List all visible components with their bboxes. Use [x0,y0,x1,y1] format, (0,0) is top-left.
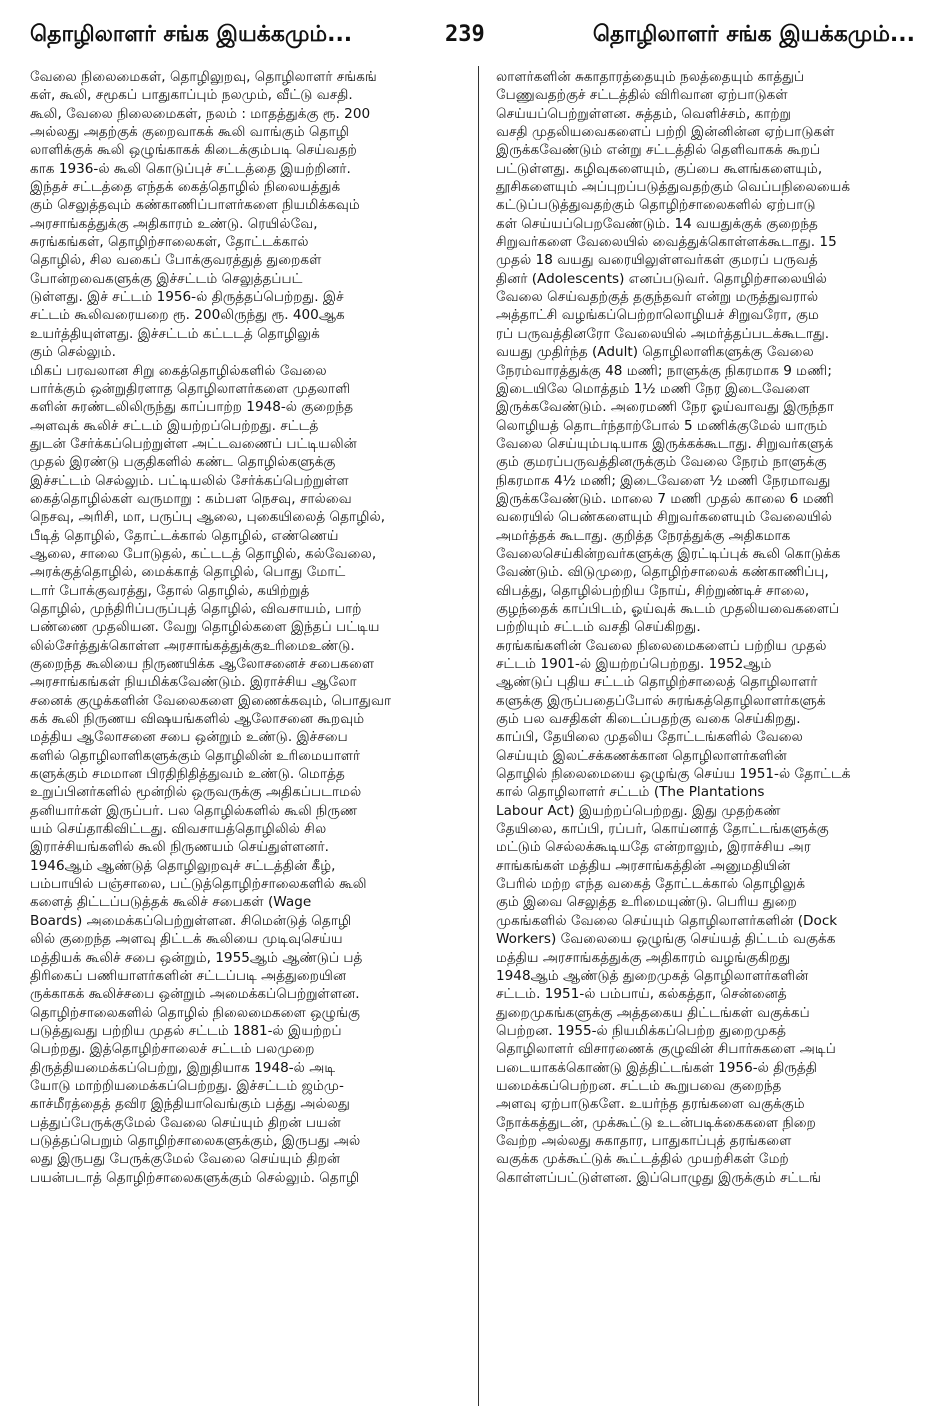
right-column [496,68,918,1187]
text-line: மத்திய அரசாங்கத்துக்கு அதிகாரம் வழங்குகிறது [496,949,791,966]
text-line: கைத்தொழில்கள் வருமாறு : கம்பள நெசவு, சால்வை [30,490,352,507]
text-line: உயர்த்தியுள்ளது. இச்சட்டம் கட்டடத் தொழிலுக் [30,325,320,342]
text-line: சட்டம். 1951-ல் பம்பாய், கல்கத்தா, சென்னைத் [496,986,787,1003]
text-line: டார் போக்குவரத்து, தோல் தொழில், கயிற்றுத் [30,582,310,599]
text-line: ரப் பருவத்தினரோ வேலையில் அமர்த்தப்படக்கூடாது. [496,325,830,342]
text-line: லாளிக்குக் கூலி ஒழுங்காகக் கிடைக்கும்படி செய்வதற் [30,142,357,159]
text-line: தொழில், சில வகைப் போக்குவரத்துத் துறைகள் [30,252,322,269]
text-line: அரக்குத்தொழில், மைக்காத் தொழில், பொது மோட் [30,564,346,581]
text-line: வேண்டும். விடுமுறை, தொழிற்சாலைக் கண்காணிப்பு, [496,564,829,581]
text-line: முதல் இரண்டு பகுதிகளில் கண்ட தொழில்களுக்கு [30,454,336,471]
text-line: சட்டம் 1901-ல் இயற்றப்பெற்றது. 1952ஆம் [496,656,772,672]
text-line: அளவு ஏற்பாடுகளே. உயர்ந்த தரங்களை வகுக்கும் [496,1096,805,1113]
text-line: வேலை செய்யும்படியாக இருக்கக்கூடாது. சிறுவர்களுக் [496,435,834,452]
text-line: சுரங்கங்கள், தொழிற்சாலைகள், தோட்டக்கால் [30,234,309,251]
text-line: பெற்றது. இத்தொழிற்சாலைச் சட்டம் பலமுறை [30,1041,315,1058]
text-line: சட்டம் கூலிவரையறை ரூ. 200லிருந்து ரூ. 400ஆக [30,307,345,324]
text-line: மட்டும் செல்லக்கூடியதே என்றாலும், இராச்சிய அர [496,839,811,856]
text-line: காச்மீரத்தைத் தவிர இந்தியாவெங்கும் பத்து அல்லது [30,1096,350,1113]
text-line: களுக்கு இருப்பதைப்போல் சுரங்கத்தொழிலாளர்களுக் [496,692,826,709]
text-line: டுள்ளது. இச் சட்டம் 1956-ல் திருத்தப்பெற்றது. இச் [30,289,344,306]
text-line: சாங்கங்கள் மத்திய அரசாங்கத்தின் அனுமதியின் [496,857,791,874]
text-line: உறுப்பினர்களில் மூன்றில் ஒருவருக்கு அதிகப்படாமல் [30,784,362,801]
text-line: அத்தாட்சி வழங்கப்பெற்றாலொழியச் சிறுவரோ, கும [496,307,819,324]
text-line: லது இருபது பேருக்குமேல் வேலை செய்யும் திறன் [30,1151,341,1168]
text-line: மத்திய ஆலோசனை சபை ஒன்றும் உண்டு. இச்சபை [30,729,348,746]
text-line: 1948ஆம் ஆண்டுத் துறைமுகத் தொழிலாளர்களின் [496,967,809,984]
page-header [30,22,915,60]
text-line: படுத்தப்பெறும் தொழிற்சாலைகளுக்கும், இருபது அல் [30,1132,361,1149]
text-line: சனைக் குழுக்களின் வேலைகளை இணைக்கவும், பொதுவா [30,692,392,709]
text-line: இந்தச் சட்டத்தை எந்தக் கைத்தொழில் நிலையத்துக் [30,179,341,196]
left-column [30,68,452,1187]
text-line: யோடு மாற்றியமைக்கப்பெற்றது. இச்சட்டம் ஜம்மு- [30,1077,344,1094]
text-line: பேரில் மற்ற எந்த வகைத் தோட்டக்கால் தொழிலுக் [496,876,806,893]
text-line: பேணுவதற்குச் சட்டத்தில் விரிவான ஏற்பாடுகள் [496,87,788,104]
text-line: இச்சட்டம் செல்லும். பட்டியலில் சேர்க்கப்பெற்றுள்ள [30,472,349,489]
text-line: வரையில் பெண்களையும் சிறுவர்களையும் வேலையில் [496,509,833,526]
text-line: வகுக்க முக்கூட்டுக் கூட்டத்தில் முயற்சிகள் மேற் [496,1151,789,1168]
text-line: வசதி முதலியவைகளைப் பற்றி இன்னின்ன ஏற்பாடுகள் [496,124,835,141]
text-line: படுத்துவது பற்றிய முதல் சட்டம் 1881-ல் இயற்றப் [30,1022,342,1039]
text-line: தேயிலை, காப்பி, ரப்பர், கொய்னாத் தோட்டங்களுக்கு [496,821,829,838]
text-line: கும் செல்லும். [30,344,116,361]
text-line: படையாகக்கொண்டு இத்திட்டங்கள் 1956-ல் திருத்தி [496,1059,817,1076]
running-title-right: தொழிலாளர் சங்க இயக்கமும்... [592,22,915,47]
text-line: 1946ஆம் ஆண்டுத் தொழிலுறவுச் சட்டத்தின் கீழ், [30,857,336,874]
text-line: லில்சேர்த்துக்கொள்ள அரசாங்கத்துக்குஉரிமைஉண்டு. [30,637,355,654]
text-line: தொழிலாளர் விசாரணைக் குழுவின் சிபார்சுகளை அடிப் [496,1041,836,1058]
text-line: அளவுக் கூலிச் சட்டம் இயற்றப்பெற்றது. சட்டத் [30,417,319,434]
text-line: காக 1936-ல் கூலி கொடுப்புச் சட்டத்தை இயற்றினர். [30,160,351,177]
text-line: நோக்கத்துடன், முக்கூட்டு உடன்படிக்கைகளை நிறை [496,1114,816,1131]
text-line: களின் சுரண்டலிலிருந்து காப்பாற்ற 1948-ல் குறைந்த [30,399,354,416]
text-line: கள், கூலி, சமூகப் பாதுகாப்பும் நலமும், வீட்டு வசதி. [30,87,353,104]
text-line: நெசவு, அரிசி, மா, பருப்பு ஆலை, புகையிலைத் தொழில், [30,509,386,526]
text-line: கும் செலுத்தவும் கண்காணிப்பாளர்களை நியமிக்கவும் [30,197,360,214]
text-line: தூசிகளையும் அப்புறப்படுத்துவதற்கும் வெப்பநிலையைக் [496,179,851,196]
text-line: திருத்தியமைக்கப்பெற்று, இறுதியாக 1948-ல் அடி [30,1059,336,1076]
text-line: நேரம்வாரத்துக்கு 48 மணி; நாளுக்கு நிகரமாக 9 மணி; [496,362,832,379]
text-line: அரசாங்கத்துக்கு அதிகாரம் உண்டு. ரெயில்வே, [30,215,318,232]
text-line: வேற்ற அல்லது சுகாதார, பாதுகாப்புத் தரங்களை [496,1132,792,1149]
text-line: இருக்கவேண்டும். மாலை 7 மணி முதல் காலை 6 மணி [496,490,834,507]
text-line: ஆண்டுப் புதிய சட்டம் தொழிற்சாலைத் தொழிலாளர் [496,674,818,691]
text-line: குழந்தைக் காப்பிடம், ஓய்வுக் கூடம் முதலியவைகளைப் [496,600,840,617]
text-line: பயன்படாத் தொழிற்சாலைகளுக்கும் செல்லும். தொழி [30,1169,360,1186]
text-line: செய்யப்பெற்றுள்ளன. சுத்தம், வெளிச்சம், காற்று [496,105,792,122]
text-line: முகங்களில் வேலை செய்யும் தொழிலாளர்களின் (Dock [496,912,838,929]
text-line: சிறுவர்களை வேலையில் வைத்துக்கொள்ளக்கூடாது. 15 [496,234,837,251]
text-line: இருக்கவேண்டும் என்று சட்டத்தில் தெளிவாகக் கூறப் [496,142,821,159]
text-line: லொழியத் தொடர்ந்தாற்போல் 5 மணிக்குமேல் யாரும் [496,417,828,434]
text-line: கும் இவை செலுத்த உரிமையுண்டு. பெரிய துறை [496,894,797,911]
running-title-left: தொழிலாளர் சங்க இயக்கமும்... [30,22,353,47]
text-line: களைத் திட்டப்படுத்தக் கூலிச் சபைகள் (Wage [30,894,312,911]
text-line: பற்றியும் சட்டம் வசதி செய்கிறது. [496,619,701,636]
text-line: லில் குறைந்த அளவு திட்டக் கூலியை முடிவுசெய்ய [30,931,343,948]
text-line: வயது முதிர்ந்த (Adult) தொழிலாளிகளுக்கு வேலை [496,344,814,361]
text-line: பண்ணை முதலியன. வேறு தொழில்களை இந்தப் பட்டிய [30,619,380,636]
text-line: பட்டுள்ளது. கழிவுகளையும், குப்பை கூளங்களையும், [496,160,823,177]
text-line: மிகப் பரவலான சிறு கைத்தொழில்களில் வேலை [30,362,327,379]
text-line: பெற்றன. 1955-ல் நியமிக்கப்பெற்ற துறைமுகத் [496,1022,787,1039]
text-line: வேலை செய்வதற்குத் தகுந்தவர் என்று மருத்துவரால் [496,289,819,306]
text-line: தொழிற்சாலைகளில் தொழில் நிலைமைகளை ஒழுங்கு [30,1004,360,1021]
text-line: செய்யும் இலட்சக்கணக்கான தொழிலாளர்களின் [496,747,787,764]
text-line: யமைக்கப்பெற்றன. சட்டம் கூறுபவை குறைந்த [496,1077,782,1094]
text-line: Workers) வேலையை ஒழுங்கு செய்யத் திட்டம் வகுக்க [496,931,836,948]
text-line: கூலி, வேலை நிலைமைகள், நலம் : மாதத்துக்கு ரூ. 200 [30,105,371,122]
text-line: தினர் (Adolescents) எனப்படுவர். தொழிற்சாலையில் [496,270,827,287]
text-line: கால் தொழிலாளர் சட்டம் (The Plantations [496,784,765,801]
text-line: சுரங்கங்களின் வேலை நிலைமைகளைப் பற்றிய முதல் [496,637,827,654]
text-line: களுக்கும் சமமான பிரதிநிதித்துவம் உண்டு. மொத்த [30,766,345,783]
text-line: ருக்காகக் கூலிச்சபை ஒன்றும் அமைக்கப்பெற்றுள்ளன. [30,986,360,1003]
text-line: கள் செய்யப்பெறவேண்டும். 14 வயதுக்குக் குறைந்த [496,215,818,232]
text-line: பத்துப்பேருக்குமேல் வேலை செய்யும் திறன் பயன் [30,1114,341,1131]
text-line: களில் தொழிலாளிகளுக்கும் தொழிலின் உரிமையாளர் [30,747,361,764]
text-line: யம் செய்தாகிவிட்டது. விவசாயத்தொழிலில் சில [30,821,327,838]
page-number: 239 [445,22,485,47]
text-line: கக் கூலி நிருணய விஷயங்களில் ஆலோசனை கூறவும் [30,711,365,728]
text-line: அல்லது அதற்குக் குறைவாகக் கூலி வாங்கும் தொழி [30,124,349,141]
text-line: திரிகைப் பணியாளர்களின் சட்டப்படி அத்துறையின [30,967,347,984]
text-line: பீடித் தொழில், தோட்டக்கால் தொழில், எண்ணெய் [30,527,339,544]
text-line: துடன் சேர்க்கப்பெற்றுள்ள அட்டவணைப் பட்டியலின் [30,435,357,452]
text-line: கொள்ளப்பட்டுள்ளன. இப்பொழுது இருக்கும் சட்டங் [496,1169,822,1186]
text-line: இராச்சியங்களில் கூலி நிருணயம் செய்துள்ளனர். [30,839,329,856]
text-line: விபத்து, தொழில்பற்றிய நோய், சிற்றுண்டிச் சாலை, [496,582,810,599]
text-line: கும் குமரப்பருவத்தினருக்கும் வேலை நேரம் நாளுக்கு [496,454,827,471]
text-line: ஆலை, சாலை போடுதல், கட்டடத் தொழில், கல்வேலை, [30,545,377,562]
text-line: கும் பல வசதிகள் கிடைப்பதற்கு வகை செய்கிறது. [496,711,801,728]
text-line: Boards) அமைக்கப்பெற்றுள்ளன. சிமென்டுத் தொழி [30,912,352,929]
text-line: Labour Act) இயற்றப்பெற்றது. இது முதற்கண் [496,802,781,819]
text-line: இடையிலே மொத்தம் 1½ மணி நேர இடைவேளை [496,380,810,397]
text-line: அரசாங்கங்கள் நியமிக்கவேண்டும். இராச்சிய ஆலோ [30,674,357,691]
text-line: காப்பி, தேயிலை முதலிய தோட்டங்களில் வேலை [496,729,803,746]
text-line: பார்க்கும் ஒன்றுதிரளாத தொழிலாளர்களை முதலாளி [30,380,351,397]
text-line: போன்றவைகளுக்கு இச்சட்டம் செலுத்தப்பட் [30,270,303,287]
column-divider [478,66,479,1406]
text-line: வேலைசெய்கின்றவர்களுக்கு இரட்டிப்புக் கூலி கொடுக்க [496,545,841,562]
text-line: இருக்கவேண்டும். அரைமணி நேர ஓய்வாவது இருந்தா [496,399,834,416]
text-line: துறைமுகங்களுக்கு அத்தகைய திட்டங்கள் வகுக்கப் [496,1004,810,1021]
text-line: பம்பாயில் பஞ்சாலை, பட்டுத்தொழிற்சாலைகளில் கூலி [30,876,367,893]
text-line: முதல் 18 வயது வரையிலுள்ளவர்கள் குமரப் பருவத் [496,252,818,269]
text-line: குறைந்த கூலியை நிருணயிக்க ஆலோசனைச் சபைகளை [30,656,375,672]
text-line: மத்தியக் கூலிச் சபை ஒன்றும், 1955ஆம் ஆண்டுப் பத் [30,949,363,966]
text-line: அமர்த்தக் கூடாது. குறித்த நேரத்துக்கு அதிகமாக [496,527,791,544]
text-line: நிகரமாக 4½ மணி; இடைவேளை ½ மணி நேரமாவது [496,472,831,489]
text-line: தனியார்கள் இருப்பர். பல தொழில்களில் கூலி நிருண [30,802,358,819]
text-line: தொழில், முந்திரிப்பருப்புத் தொழில், விவசாயம், பாற் [30,600,362,617]
text-line: வேலை நிலைமைகள், தொழிலுறவு, தொழிலாளர் சங்கங் [30,69,377,85]
text-line: லாளர்களின் சுகாதாரத்தையும் நலத்தையும் காத்துப் [496,69,805,85]
text-line: கட்டுப்படுத்துவதற்கும் தொழிற்சாலைகளில் ஏற்பாடு [496,197,816,214]
text-line: தொழில் நிலைமையை ஒழுங்கு செய்ய 1951-ல் தோட்டக் [496,766,851,783]
